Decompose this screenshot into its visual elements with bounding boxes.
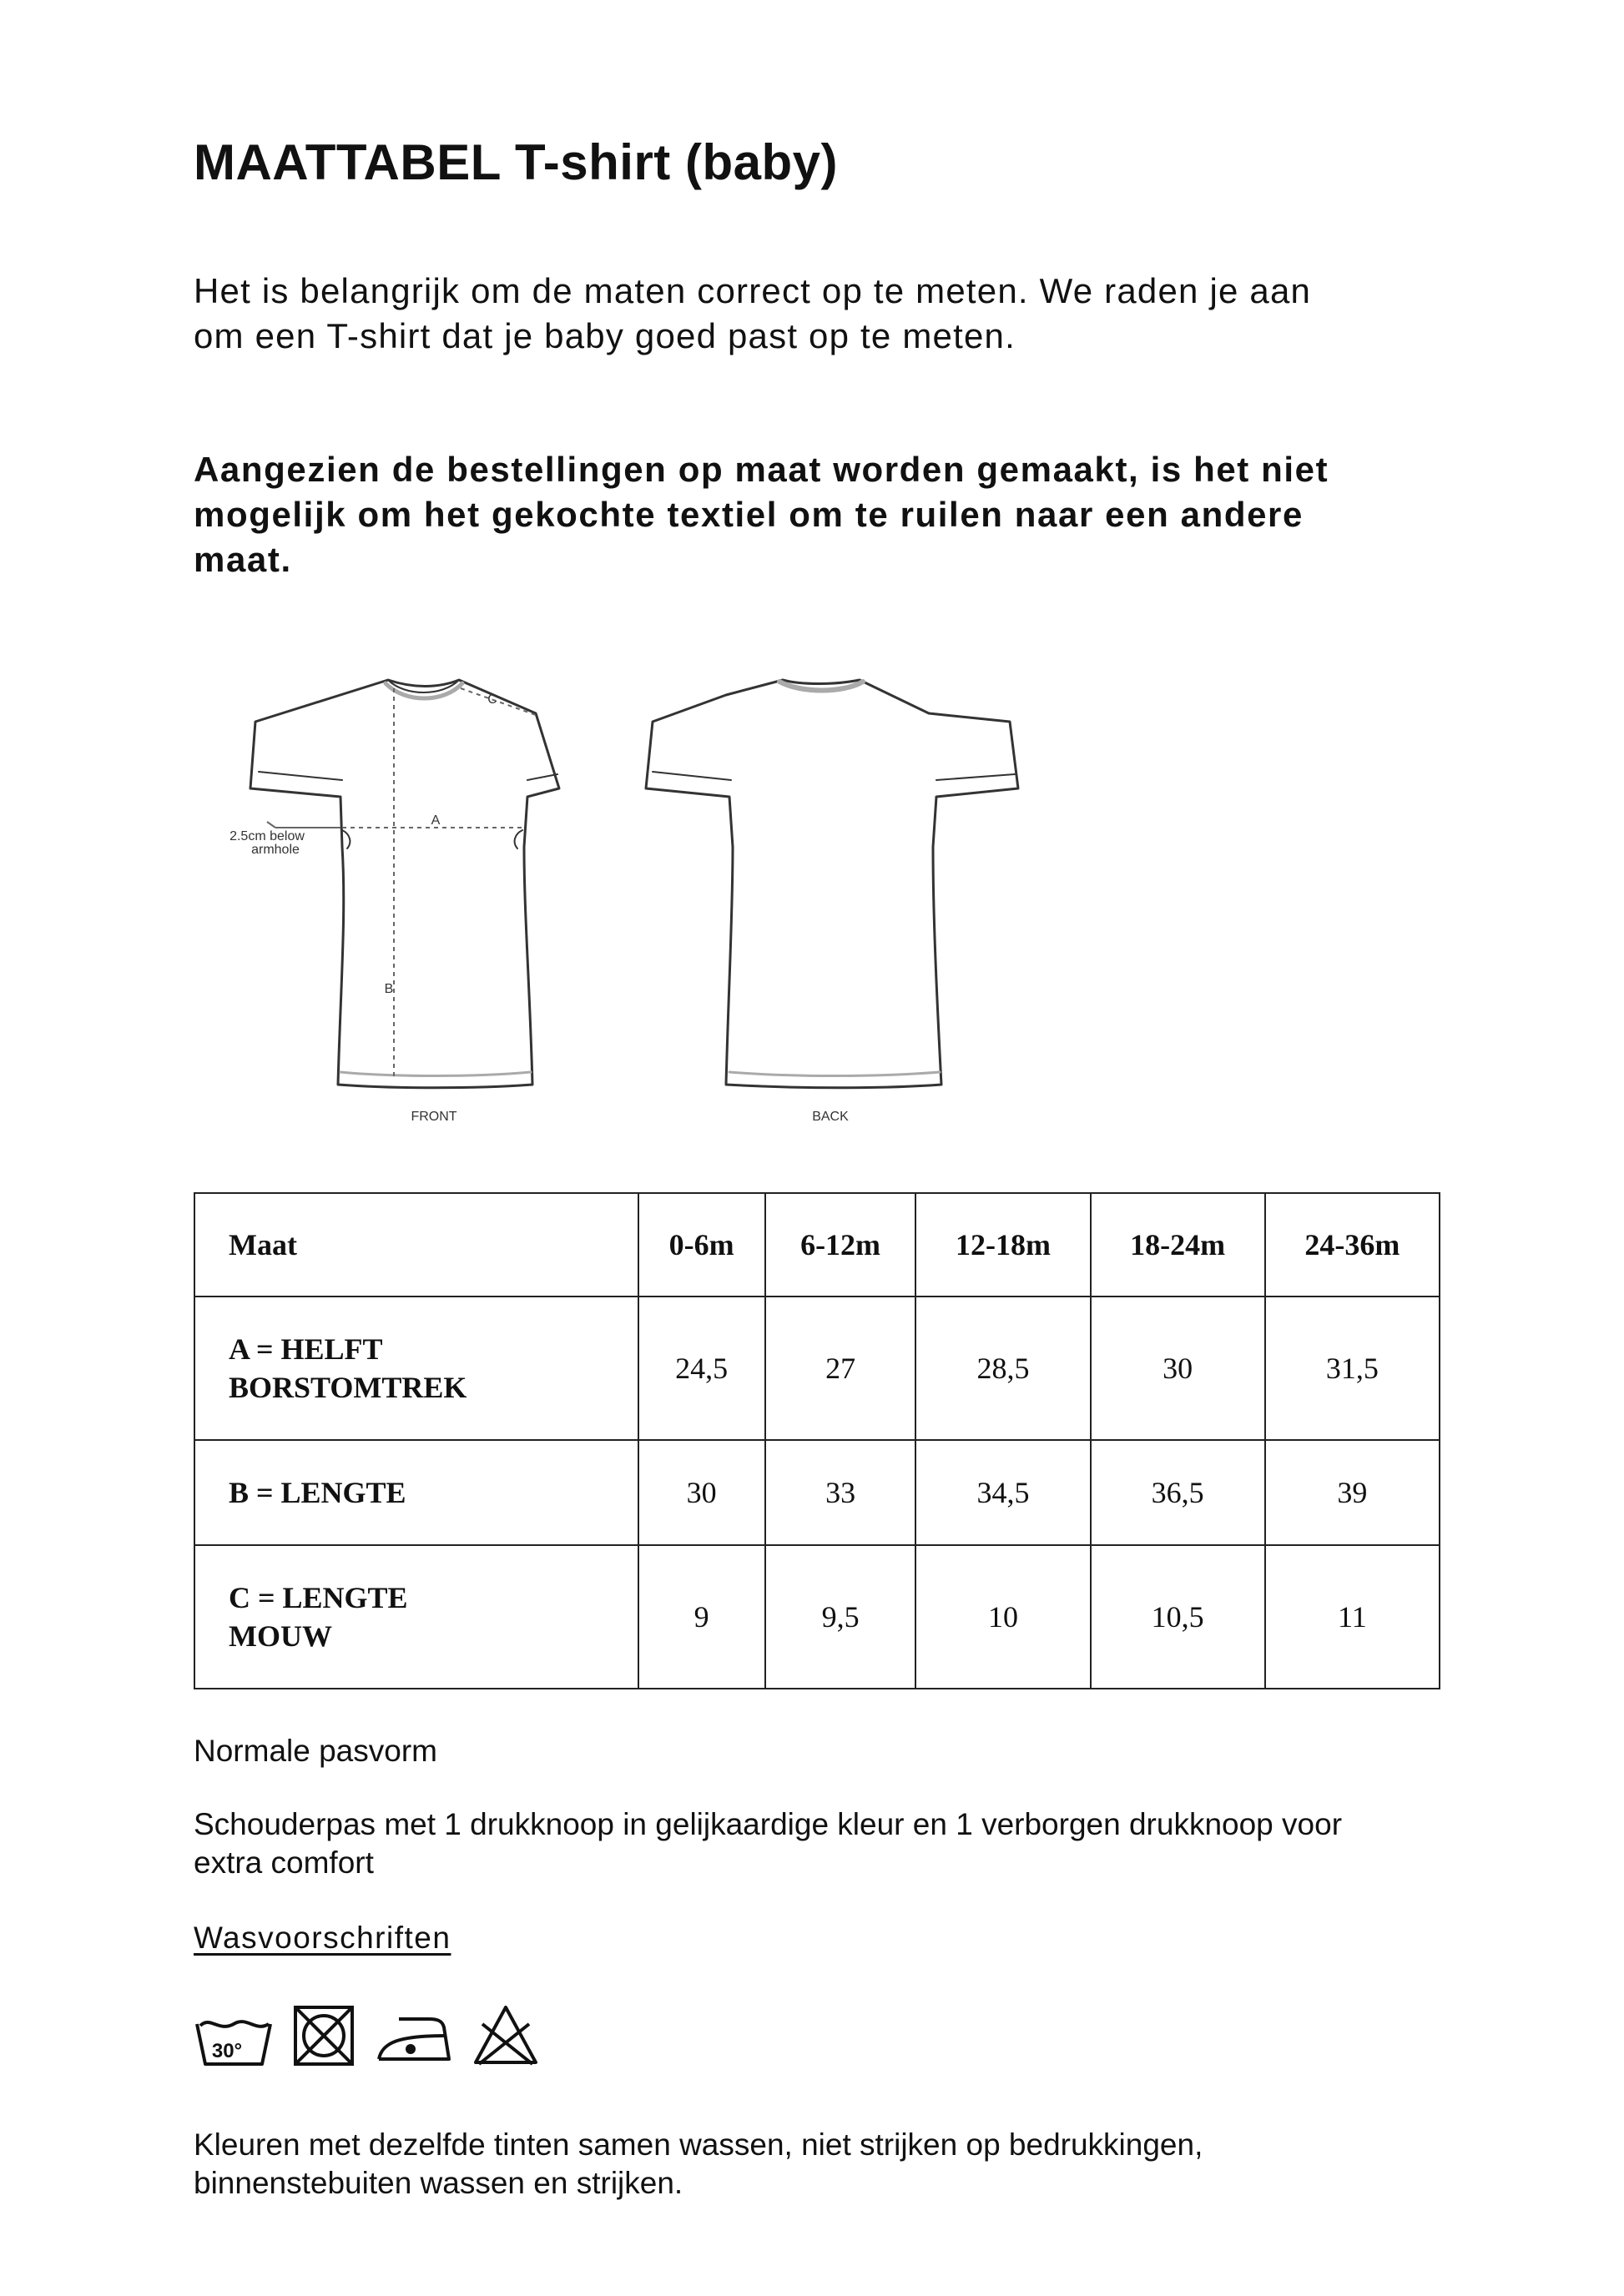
tshirt-front bbox=[250, 680, 559, 1088]
intro-text: Het is belangrijk om de maten correct op te meten. We raden je aan om een T-shirt dat je baby goed past op te meten. bbox=[194, 271, 1312, 355]
page-title: MAATTABEL T-shirt (baby) bbox=[194, 134, 838, 190]
header-cell: 24-36m bbox=[1265, 1193, 1440, 1297]
table-cell: 30 bbox=[638, 1440, 765, 1545]
table-cell: 33 bbox=[765, 1440, 916, 1545]
header-cell: 0-6m bbox=[638, 1193, 765, 1297]
size-table bbox=[194, 1192, 1440, 1689]
table-cell: 11 bbox=[1265, 1545, 1440, 1689]
header-cell: 18-24m bbox=[1091, 1193, 1265, 1297]
no-exchange-warning: Aangezien de bestellingen op maat worden gemaakt, is het niet mogelijk om het gekochte textiel om te ruilen naar een andere maat. bbox=[194, 450, 1329, 579]
table-cell: 9,5 bbox=[765, 1545, 916, 1689]
table-cell: 10,5 bbox=[1091, 1545, 1265, 1689]
iron-low-icon bbox=[374, 2002, 454, 2069]
table-cell: 34,5 bbox=[915, 1440, 1090, 1545]
row-label-line1: A = HELFT bbox=[229, 1332, 383, 1366]
care-icons bbox=[194, 2002, 541, 2069]
tshirt-back bbox=[646, 680, 1018, 1088]
fit-text: Normale pasvorm bbox=[194, 1734, 437, 1768]
row-label bbox=[194, 1545, 638, 1689]
shoulder-text: Schouderpas met 1 drukknoop in gelijkaardige kleur en 1 verborgen drukknoop voor extra comfort bbox=[194, 1807, 1343, 1880]
back-label: BACK bbox=[812, 1110, 849, 1124]
table-cell: 27 bbox=[765, 1297, 916, 1440]
do-not-tumble-dry-icon bbox=[290, 2002, 357, 2069]
table-header-row bbox=[194, 1193, 1440, 1297]
armhole-note-line2: armhole bbox=[251, 843, 300, 857]
front-label: FRONT bbox=[411, 1110, 457, 1124]
table-cell: 30 bbox=[1091, 1297, 1265, 1440]
table-cell: 31,5 bbox=[1265, 1297, 1440, 1440]
measure-c-label: C bbox=[487, 692, 497, 707]
row-label bbox=[194, 1297, 638, 1440]
table-cell: 28,5 bbox=[915, 1297, 1090, 1440]
measure-lines bbox=[342, 688, 536, 1080]
table-cell: 9 bbox=[638, 1545, 765, 1689]
table-cell: 10 bbox=[915, 1545, 1090, 1689]
table-cell: 24,5 bbox=[638, 1297, 765, 1440]
table-cell: 36,5 bbox=[1091, 1440, 1265, 1545]
row-label-line1: B = LENGTE bbox=[229, 1476, 406, 1509]
header-cell: 6-12m bbox=[765, 1193, 916, 1297]
tshirt-measurement-diagram bbox=[225, 655, 1026, 1139]
table-row bbox=[194, 1297, 1440, 1440]
measure-a-label: A bbox=[431, 813, 441, 828]
wash-instructions-heading: Wasvoorschriften bbox=[194, 1921, 451, 1955]
wash-30-icon bbox=[194, 2002, 274, 2069]
header-cell: Maat bbox=[194, 1193, 638, 1297]
footer-note: Kleuren met dezelfde tinten samen wassen, niet strijken op bedrukkingen, binnenstebuiten wassen en strijken. bbox=[194, 2127, 1203, 2200]
row-label bbox=[194, 1440, 638, 1545]
table-cell: 39 bbox=[1265, 1440, 1440, 1545]
row-label-line1: C = LENGTE bbox=[229, 1581, 408, 1614]
table-row bbox=[194, 1440, 1440, 1545]
measure-b-label: B bbox=[384, 982, 394, 996]
row-label-line2: BORSTOMTREK bbox=[229, 1371, 467, 1404]
wash-temperature: 30° bbox=[211, 2040, 243, 2062]
table-row bbox=[194, 1545, 1440, 1689]
do-not-bleach-icon bbox=[471, 2002, 541, 2069]
header-cell: 12-18m bbox=[915, 1193, 1090, 1297]
armhole-note-line1: 2.5cm below bbox=[229, 829, 305, 843]
row-label-line2: MOUW bbox=[229, 1619, 332, 1653]
